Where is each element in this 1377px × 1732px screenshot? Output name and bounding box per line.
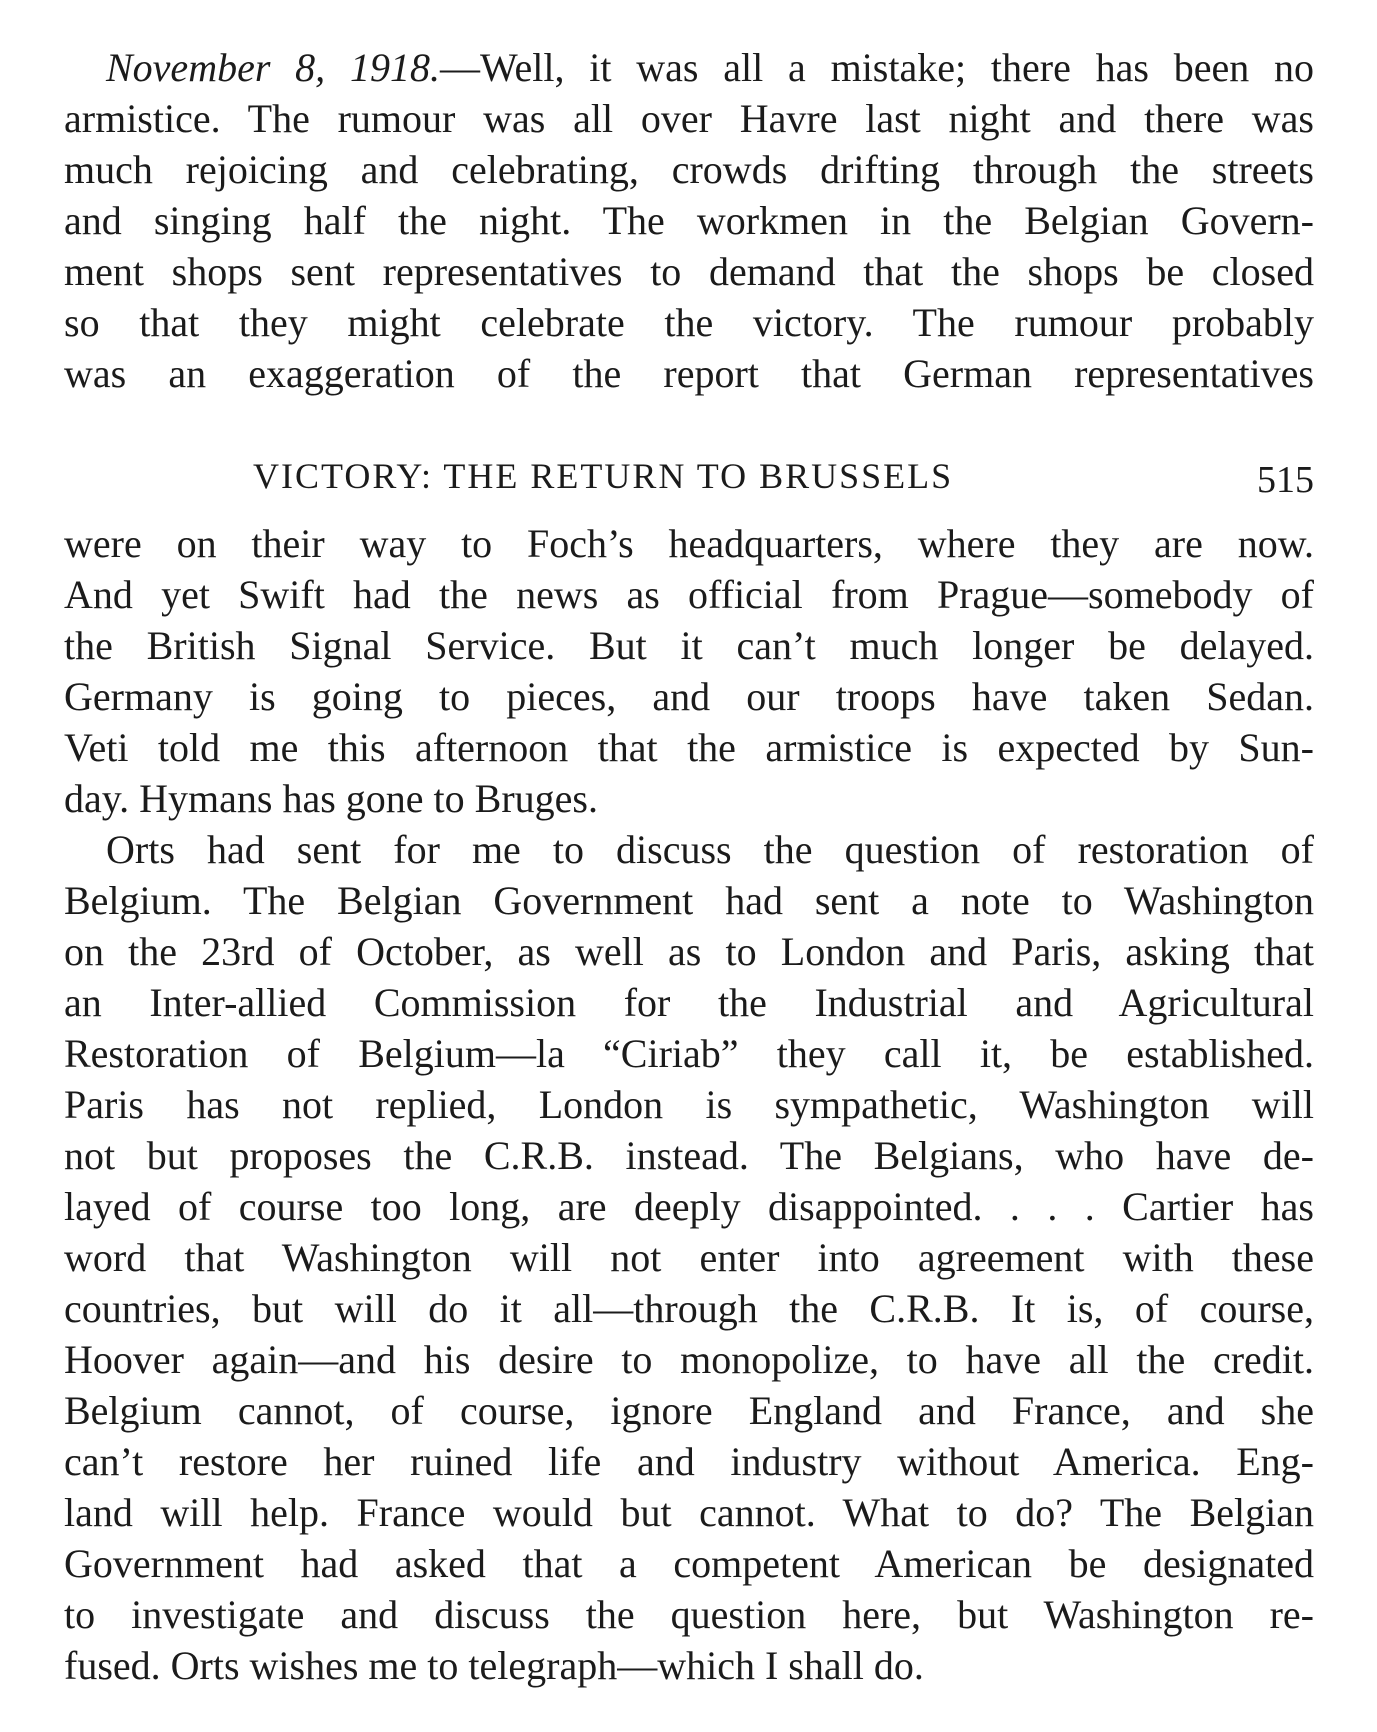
running-head: VICTORY: THE RETURN TO BRUSSELS [253,456,954,496]
text-line: and singing half the night. The workmen in the Belgian Govern- [64,198,1314,243]
text-line-content: —Well, it was all a mistake; there has been no [439,45,1314,90]
text-line: to investigate and discuss the question here, but Washington re- [64,1592,1314,1637]
text-line: Orts had sent for me to discuss the question of restoration of [106,827,1314,872]
page-number: 515 [1257,459,1314,501]
text-line: day. Hymans has gone to Bruges. [64,776,598,821]
text-line: ment shops sent representatives to demand that the shops be closed [64,249,1314,294]
text-line: Belgium cannot, of course, ignore England and France, and she [64,1388,1314,1433]
page-body [64,518,1314,1691]
text-line: an Inter-allied Commission for the Industrial and Agricultural [64,980,1314,1025]
text-line: Hoover again—and his desire to monopolize, to have all the credit. [64,1337,1314,1382]
text-line: Restoration of Belgium—la “Ciriab” they call it, be established. [64,1031,1314,1076]
text-line: Paris has not replied, London is sympathetic, Washington will [64,1082,1314,1127]
text-line: countries, but will do it all—through the C.R.B. It is, of course, [64,1286,1314,1331]
text-line: so that they might celebrate the victory. The rumour probably [64,300,1314,345]
text-line: was an exaggeration of the report that German representatives [64,351,1314,396]
text-line: land will help. France would but cannot. What to do? The Belgian [64,1490,1314,1535]
text-line: were on their way to Foch’s headquarters, where they are now. [64,521,1314,566]
text-line: much rejoicing and celebrating, crowds drifting through the streets [64,147,1314,192]
page-header [0,446,1377,506]
text-line: Germany is going to pieces, and our troops have taken Sedan. [64,674,1314,719]
text-line: armistice. The rumour was all over Havre last night and there was [64,96,1314,141]
text-line: Veti told me this afternoon that the armistice is expected by Sun- [64,725,1314,770]
entry-date: November 8, 1918. [106,45,440,90]
text-line: the British Signal Service. But it can’t much longer be delayed. [64,623,1314,668]
text-line [64,42,1314,93]
text-line: layed of course too long, are deeply disappointed. . . . Cartier has [64,1184,1314,1229]
text-line: Government had asked that a competent American be designated [64,1541,1314,1586]
text-line: fused. Orts wishes me to telegraph—which I shall do. [64,1643,924,1688]
text-line: And yet Swift had the news as official from Prague—somebody of [64,572,1314,617]
text-line: on the 23rd of October, as well as to London and Paris, asking that [64,929,1314,974]
top-paragraph [64,42,1314,399]
text-line: Belgium. The Belgian Government had sent a note to Washington [64,878,1314,923]
text-line: not but proposes the C.R.B. instead. The Belgians, who have de- [64,1133,1314,1178]
text-line: word that Washington will not enter into agreement with these [64,1235,1314,1280]
text-line: can’t restore her ruined life and industry without America. Eng- [64,1439,1314,1484]
